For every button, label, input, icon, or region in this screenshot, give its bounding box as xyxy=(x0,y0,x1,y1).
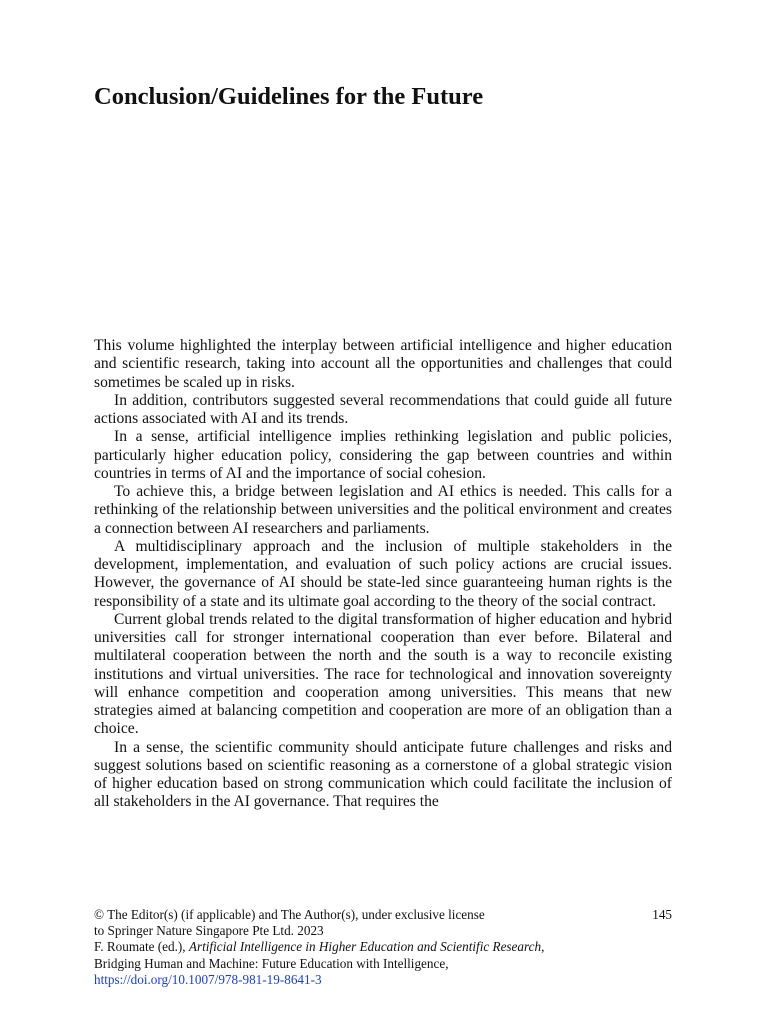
citation-comma: , xyxy=(541,939,545,955)
paragraph-2: In addition, contributors suggested several recommendations that could guide all future actions associated with AI and its trends. xyxy=(94,391,672,427)
book-title: Artificial Intelligence in Higher Education and Scientific Research xyxy=(188,939,542,955)
series-line: Bridging Human and Machine: Future Education with Intelligence, xyxy=(94,955,449,971)
chapter-body xyxy=(94,337,672,812)
copyright-line-1: © The Editor(s) (if applicable) and The Author(s), under exclusive license xyxy=(94,907,485,922)
citation-editor: F. Roumate (ed.), xyxy=(94,939,189,955)
paragraph-6: Current global trends related to the digital transformation of higher education and hybrid universities call for stronger international cooperation than ever before. Bilateral and multilateral cooperation between the north and the south is a way to reconcile existing institutions and virtual universities. The race for technological and innovation sovereignty will enhance competition and cooperation among universities. This means that new strategies aimed at balancing competition and cooperation are more of an obligation than a choice. xyxy=(94,610,672,738)
citation-line xyxy=(94,939,672,955)
paragraph-7: In a sense, the scientific community should anticipate future challenges and risks and suggest solutions based on scientific reasoning as a cornerstone of a global strategic vision of higher education based on strong communication which could facilitate the inclusion of all stakeholders in the AI governance. That requires the xyxy=(94,738,672,811)
doi-link[interactable]: https://doi.org/10.1007/978-981-19-8641-3 xyxy=(94,971,322,987)
copyright-line-2: to Springer Nature Singapore Pte Ltd. 2023 xyxy=(94,923,324,939)
paragraph-1: This volume highlighted the interplay between artificial intelligence and higher education and scientific research, taking into account all the opportunities and challenges that could sometimes be scaled up in risks. xyxy=(94,337,672,391)
paragraph-3: In a sense, artificial intelligence implies rethinking legislation and public policies, particularly higher education policy, considering the gap between countries and within countries in terms of AI and the importance of social cohesion. xyxy=(94,428,672,482)
paragraph-5: A multidisciplinary approach and the inclusion of multiple stakeholders in the development, implementation, and evaluation of such policy actions are crucial issues. However, the governance of AI should be state-led since guaranteeing human rights is the responsibility of a state and its ultimate goal according to the theory of the social contract. xyxy=(94,537,672,610)
paragraph-4: To achieve this, a bridge between legislation and AI ethics is needed. This calls for a rethinking of the relationship between universities and the political environment and creates a connection between AI researchers and parliaments. xyxy=(94,483,672,537)
chapter-title: Conclusion/Guidelines for the Future xyxy=(94,83,484,110)
copyright-footer xyxy=(94,907,672,988)
page-number: 145 xyxy=(652,907,672,922)
